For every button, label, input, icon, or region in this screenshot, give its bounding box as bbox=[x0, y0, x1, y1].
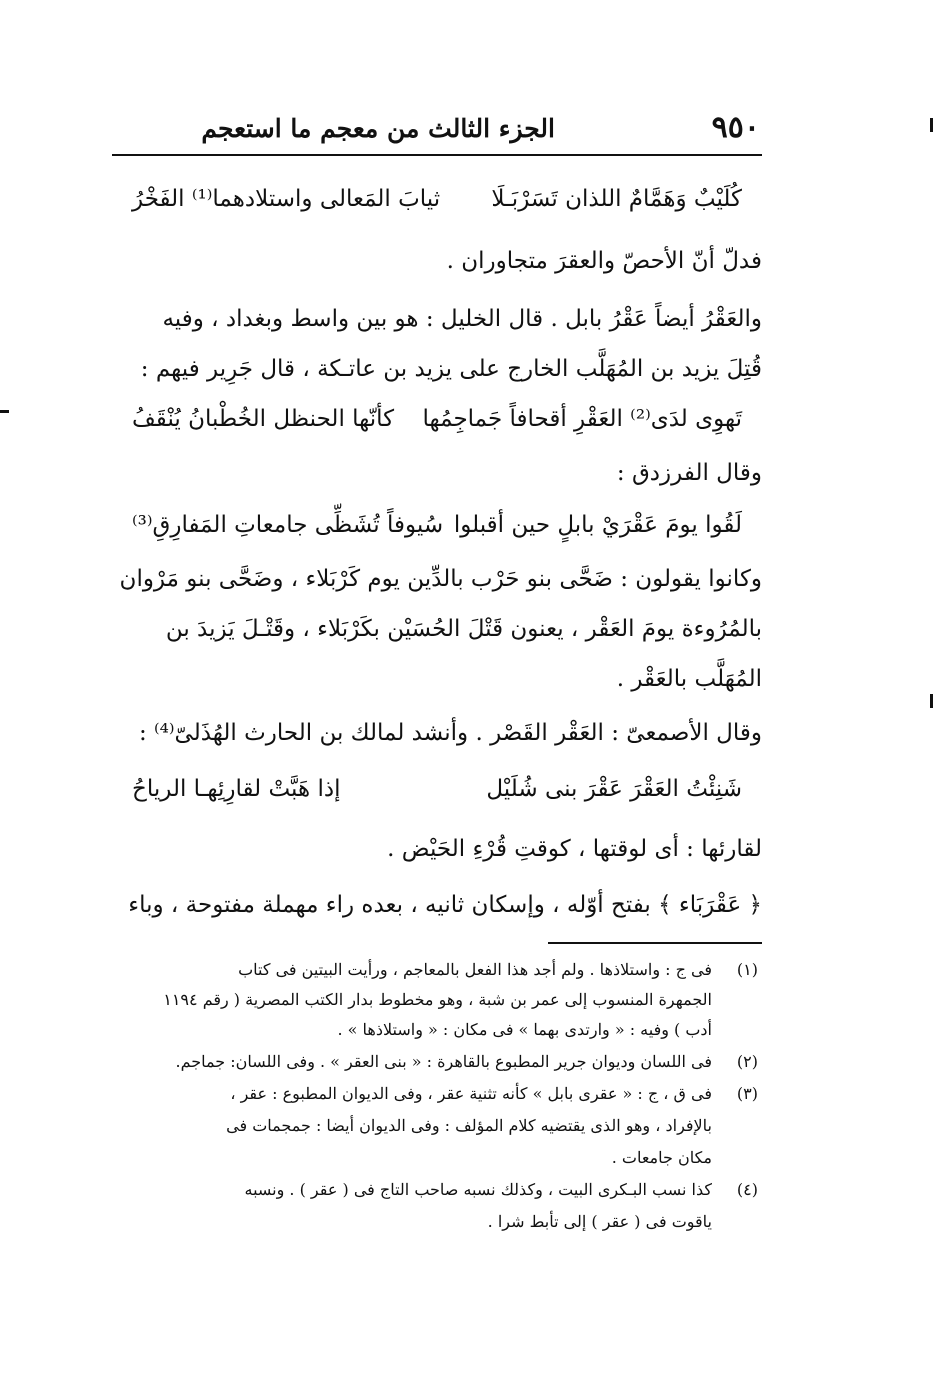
text-line: والعَقْرُ أيضاً عَقْرُ بابل . قال الخليل : هو بين واسط وبغداد ، وفيه bbox=[162, 306, 762, 332]
verse-line bbox=[102, 406, 762, 446]
text-line: المُهَلَّب بالعَقْر . bbox=[616, 666, 762, 692]
entry-heading-line: ﴿ عَقْرَبَاء ﴾ بفتح أوّله ، وإسكان ثانيه ، بعده راء مهملة مفتوحة ، وباء bbox=[128, 892, 762, 918]
running-title: الجزء الثالث من معجم ما استعجم bbox=[201, 114, 555, 143]
right-margin-mark-top bbox=[930, 118, 933, 132]
text-line: لقارئها : أى لوقتها ، كوقتِ قُرْءِ الحَيْض . bbox=[387, 836, 762, 862]
text-line: بالمُرُوءة يومَ العَقْر ، يعنون قَتْلَ الحُسَيْن بكَرْبَلاء ، وقَتْـلَ يَزيدَ بن bbox=[165, 616, 762, 642]
footnote-1 bbox=[102, 960, 758, 979]
footnote-number: (٤) bbox=[736, 1180, 758, 1199]
footnote-number: (١) bbox=[736, 960, 758, 979]
header-rule bbox=[112, 154, 762, 156]
left-margin-mark bbox=[0, 410, 9, 413]
footnote-text: فى اللسان وديوان جرير المطبوع بالقاهرة : « بنى العقر » . وفى اللسان: جماجم. bbox=[175, 1052, 712, 1071]
verse-hemistich-second: ثيابَ المَعالى واستلادهما⁽¹⁾ الفَخْرُ bbox=[132, 186, 441, 212]
footnote-1-continued: أدب ) وفيه : « وارتدى بهما » فى مكان : « واستلاذها » . bbox=[337, 1020, 712, 1039]
verse-line bbox=[102, 186, 762, 226]
footnote-4-continued: ياقوت فى ( عقر ) إلى تأبط شرا . bbox=[487, 1212, 712, 1231]
footnote-1-continued: الجمهرة المنسوب إلى عمر بن شبة ، وهو مخطوط بدار الكتب المصرية ( رقم ١١٩٤ bbox=[163, 990, 712, 1009]
footnote-text: فى ق ، ج : « عقرى بابل » كأنه تثنية عقر ، وفى الديوان المطبوع : عقر ، bbox=[230, 1084, 712, 1103]
footnote-text: كذا نسب البـكرى البيت ، وكذلك نسبه صاحب التاج فى ( عقر ) . ونسبه bbox=[244, 1180, 712, 1199]
footnote-text: فى ج : واستلاذها . ولم أجد هذا الفعل بالمعاجم ، ورأيت البيتين فى كتاب bbox=[238, 960, 712, 979]
verse-hemistich-second: كأنّها الحنظل الخُطْبانُ يُنْقَفُ bbox=[132, 406, 395, 432]
text-line: وكانوا يقولون : ضَحَّى بنو حَرْب بالدِّين يوم كَرْبَلاء ، وضَحَّى بنو مَرْوان bbox=[119, 566, 762, 592]
text-line: وقال الأصمعىّ : العَقْر القَصْر . وأنشد لمالك بن الحارث الهُذَلىّ⁽⁴⁾ : bbox=[138, 720, 762, 746]
verse-hemistich-second: سُيوفاً تُشَظِّى جامعاتِ المَفارِقِ⁽³⁾ bbox=[132, 512, 444, 538]
footnote-4 bbox=[102, 1180, 758, 1199]
footnote-number: (٣) bbox=[736, 1084, 758, 1103]
verse-hemistich-second: إذا هَبَّتْ لقارِئِهـا الرياحُ bbox=[132, 776, 341, 802]
footnote-number: (٢) bbox=[736, 1052, 758, 1071]
footnote-3 bbox=[102, 1084, 758, 1103]
page-number: ٩٥٠ bbox=[711, 110, 760, 145]
page-header bbox=[112, 108, 760, 154]
verse-hemistich-first: شَنِئْتُ العَقْرَ عَقْرَ بنى شُلَيْل bbox=[486, 776, 742, 802]
footnote-3-continued: مكان جامعات . bbox=[611, 1148, 712, 1167]
verse-line bbox=[102, 776, 762, 816]
footnote-2 bbox=[102, 1052, 758, 1071]
text-line: فدلّ أنّ الأحصّ والعقرَ متجاوران . bbox=[446, 248, 762, 274]
verse-hemistich-first: لَقُوا يومَ عَقْرَيْ بابلٍ حين أقبلوا bbox=[453, 512, 742, 538]
footnote-3-continued: بالإفراد ، وهو الذى يقتضيه كلام المؤلف : وفى الديوان أيضا : جمجمات فى bbox=[226, 1116, 712, 1135]
text-line: قُتِلَ يزيد بن المُهَلَّب الخارج على يزيد بن عاتـكة ، قال جَرِير فيهم : bbox=[140, 356, 762, 382]
verse-hemistich-first: تَهوِى لدَى⁽²⁾ العَقْرِ أقحافاً جَماجِمُها bbox=[422, 406, 742, 432]
right-margin-mark-bottom bbox=[930, 694, 933, 708]
verse-line bbox=[102, 512, 762, 552]
footnote-rule bbox=[548, 942, 762, 944]
text-line: وقال الفرزدق : bbox=[616, 460, 762, 486]
verse-hemistich-first: كُلَيْبٌ وَهَمَّامٌ اللذان تَسَرْبَـلَا bbox=[491, 186, 742, 212]
